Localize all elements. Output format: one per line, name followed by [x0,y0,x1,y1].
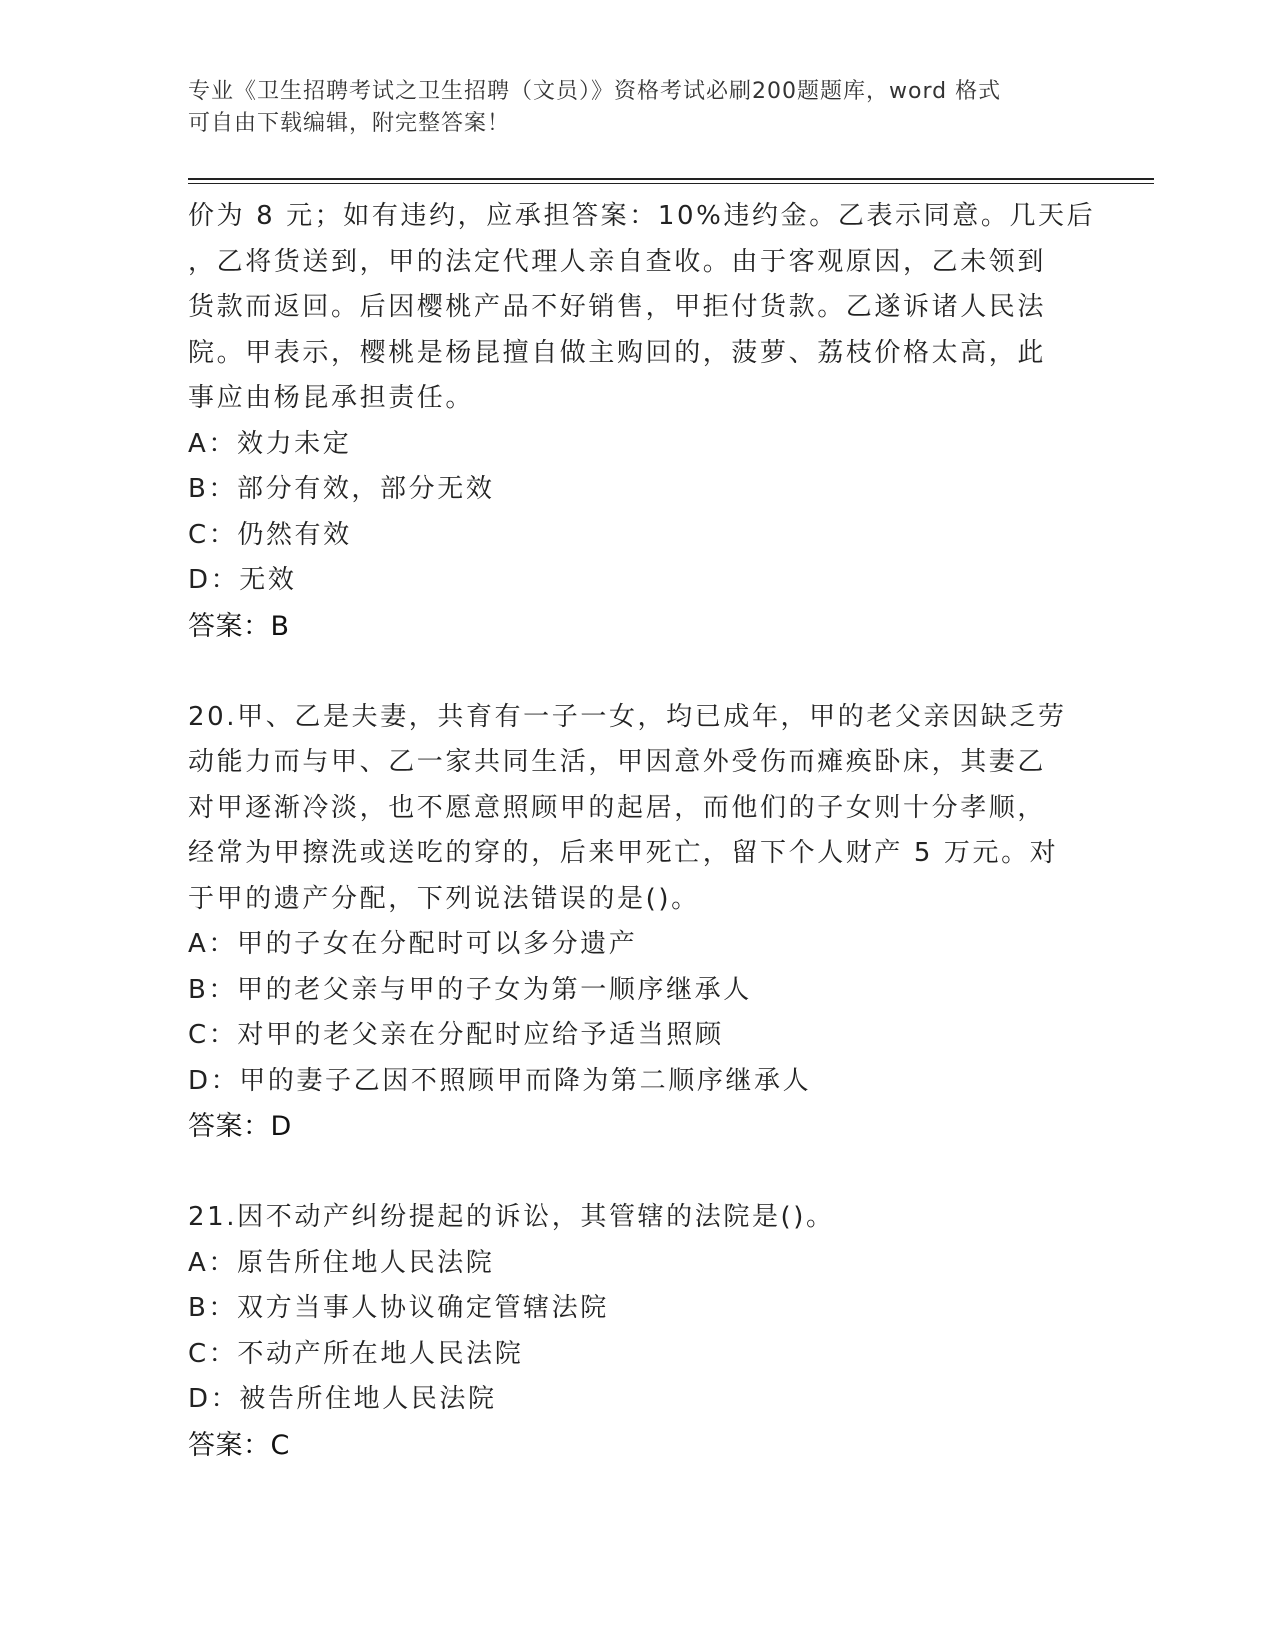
question-21 [188,1195,1088,1468]
question-text-line: 20.甲、乙是夫妻，共育有一子一女，均已成年，甲的老父亲因缺乏劳 [188,701,1067,732]
question-text-line: 货款而返回。后因樱桃产品不好销售，甲拒付货款。乙遂诉诸人民法 [188,292,1047,322]
question-spacer [188,649,1088,695]
question-text-line: 经常为甲擦洗或送吃的穿的，后来甲死亡，留下个人财产 5 万元。对 [188,838,1059,868]
question-text-line: 对甲逐渐冷淡，也不愿意照顾甲的起居，而他们的子女则十分孝顺， [188,792,1047,823]
header-divider-thin [188,183,1154,184]
option-c: C：不动产所在地人民法院 [188,1338,524,1369]
question-text-line: 21.因不动产纠纷提起的诉讼，其管辖的法院是()。 [188,1202,835,1232]
option-a: A：原告所住地人民法院 [188,1247,495,1278]
option-b: B：部分有效，部分无效 [188,474,495,504]
option-c: C：对甲的老父亲在分配时应给予适当照顾 [188,1020,724,1050]
question-spacer [188,1150,1088,1196]
question-text-line: 动能力而与甲、乙一家共同生活，甲因意外受伤而瘫痪卧床，其妻乙 [188,747,1047,777]
option-d: D：甲的妻子乙因不照顾甲而降为第二顺序继承人 [188,1065,812,1096]
answer-line: 答案：C [188,1429,290,1461]
option-a: A：甲的子女在分配时可以多分遗产 [188,929,638,959]
option-b: B：甲的老父亲与甲的子女为第一顺序继承人 [188,974,752,1005]
option-a: A：效力未定 [188,428,352,459]
header-title-line-1: 专业《卫生招聘考试之卫生招聘（文员）》资格考试必刷200题题库，word 格式 [188,79,1002,104]
answer-line: 答案：B [188,610,290,642]
option-c: C：仍然有效 [188,519,352,550]
question-text-line: 事应由杨昆承担责任。 [188,383,475,413]
question-text-line: 价为 8 元；如有违约，应承担答案：10%违约金。乙表示同意。几天后 [188,201,1096,231]
header-divider-thick [188,178,1154,180]
question-text-line: 院。甲表示，樱桃是杨昆擅自做主购回的，菠萝、荔枝价格太高，此 [188,337,1047,368]
question-text-line: ，乙将货送到，甲的法定代理人亲自查收。由于客观原因，乙未领到 [188,246,1047,277]
question-text-line: 于甲的遗产分配，下列说法错误的是()。 [188,883,700,914]
answer-line: 答案：D [188,1111,292,1142]
question-continuation [188,194,1096,649]
page-header [188,76,1088,140]
question-20 [188,695,1088,1150]
header-title-line-2: 可自由下载编辑，附完整答案！ [188,111,511,136]
document-body [188,194,1096,1468]
option-d: D：被告所住地人民法院 [188,1384,497,1414]
option-b: B：双方当事人协议确定管辖法院 [188,1293,609,1323]
option-d: D：无效 [188,565,297,595]
